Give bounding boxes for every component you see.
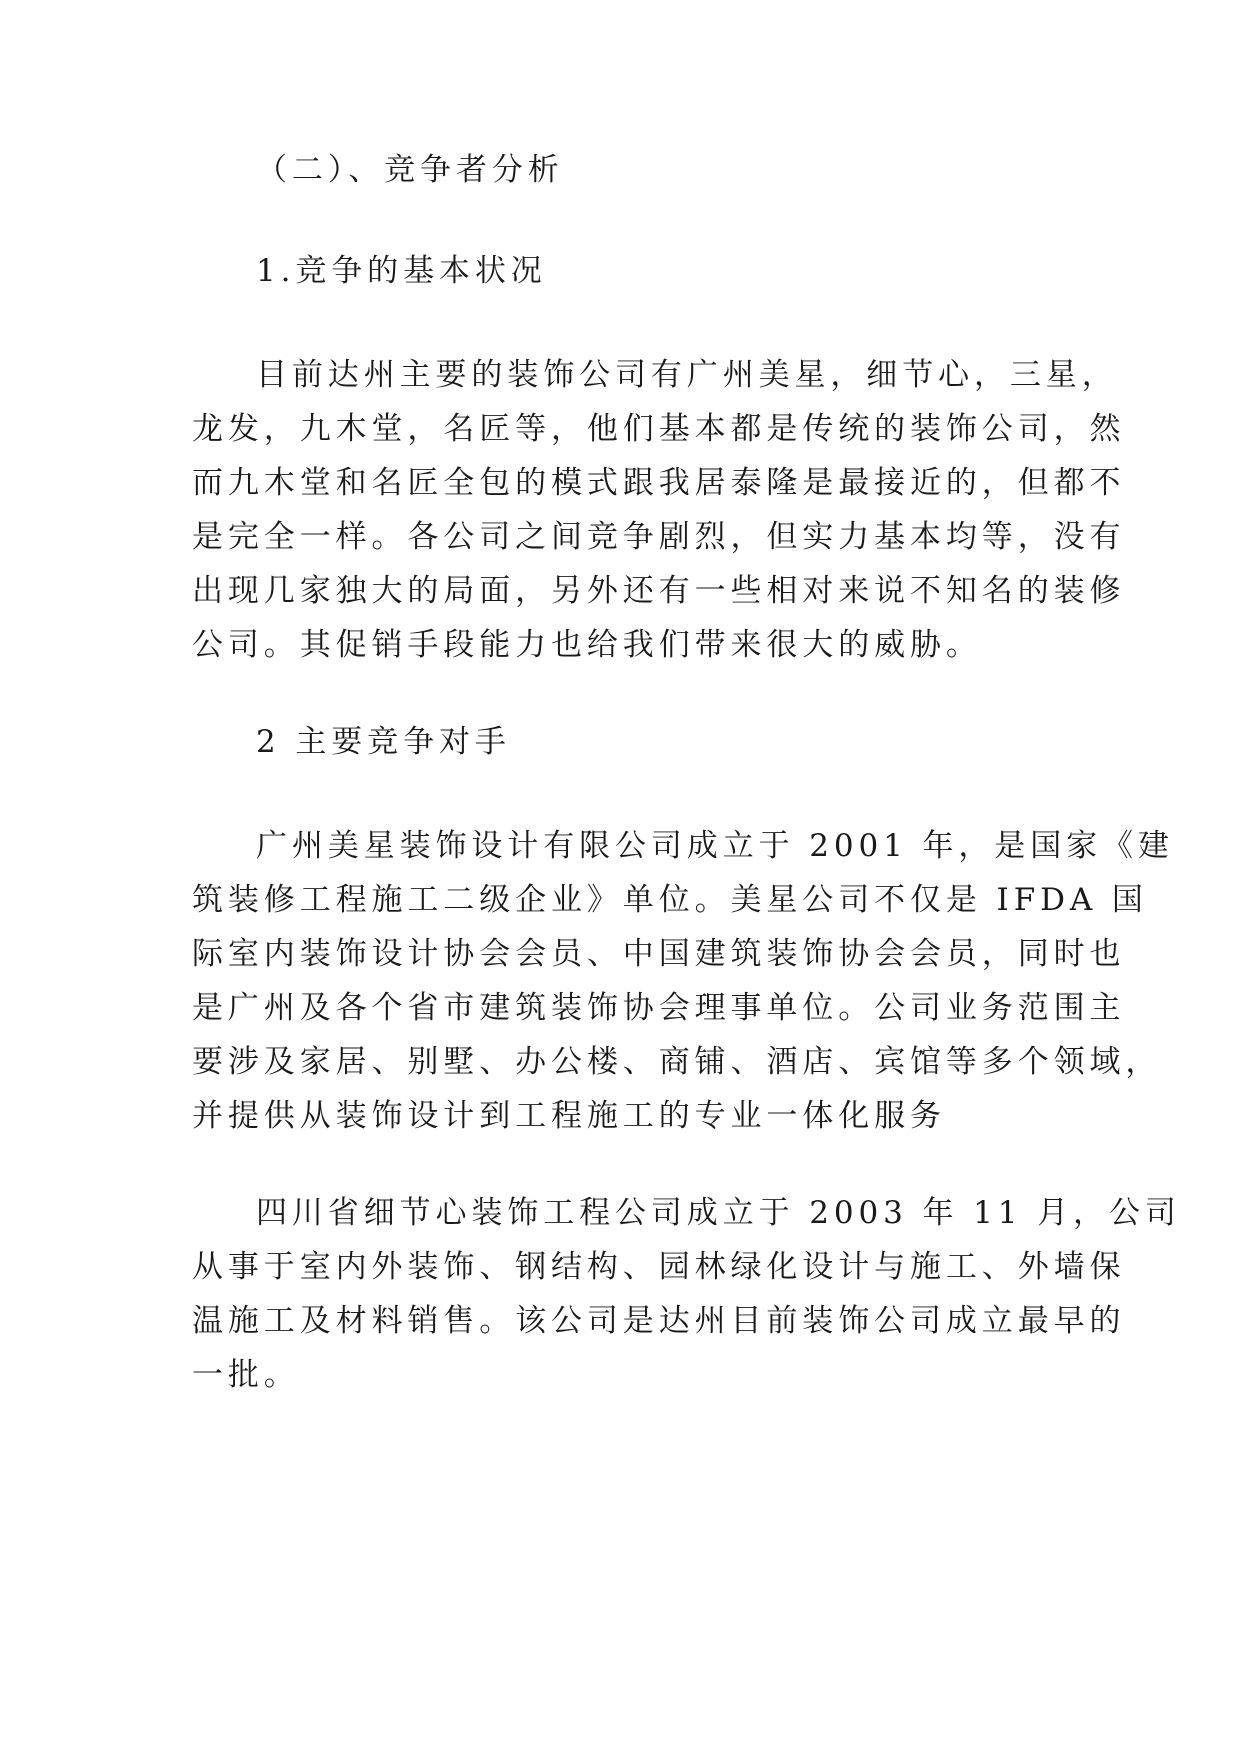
paragraph-line: 要涉及家居、别墅、办公楼、商铺、酒店、宾馆等多个领域， [192,1044,1162,1080]
paragraph-line: 龙发，九木堂，名匠等，他们基本都是传统的装饰公司，然 [192,411,1126,447]
paragraph-line: 温施工及材料销售。该公司是达州目前装饰公司成立最早的 [192,1303,1126,1339]
paragraph-line: 际室内装饰设计协会会员、中国建筑装饰协会会员，同时也 [192,936,1126,972]
paragraph-line: 并提供从装饰设计到工程施工的专业一体化服务 [192,1098,946,1134]
paragraph-line: 一批。 [192,1357,300,1393]
paragraph-line: 四川省细节心装饰工程公司成立于 2003 年 11 月，公司 [256,1195,1181,1231]
paragraph-line: 从事于室内外装饰、钢结构、园林绿化设计与施工、外墙保 [192,1249,1126,1285]
paragraph-line: 出现几家独大的局面，另外还有一些相对来说不知名的装修 [192,573,1126,609]
paragraph-line: 是完全一样。各公司之间竞争剧烈，但实力基本均等，没有 [192,519,1126,555]
paragraph-line: 筑装修工程施工二级企业》单位。美星公司不仅是 IFDA 国 [192,882,1148,918]
paragraph-line: 目前达州主要的装饰公司有广州美星，细节心，三星， [256,357,1118,393]
paragraph-line: 公司。其促销手段能力也给我们带来很大的威胁。 [192,627,982,663]
paragraph-line: 而九木堂和名匠全包的模式跟我居泰隆是最接近的，但都不 [192,465,1126,501]
paragraph-line: 广州美星装饰设计有限公司成立于 2001 年，是国家《建 [256,828,1174,864]
subheading-main-competitors: 2 主要竞争对手 [256,724,511,760]
subheading-basic-situation: 1.竞争的基本状况 [256,253,547,289]
section-heading: （二）、竞争者分析 [256,152,564,188]
paragraph-line: 是广州及各个省市建筑装饰协会理事单位。公司业务范围主 [192,990,1126,1026]
